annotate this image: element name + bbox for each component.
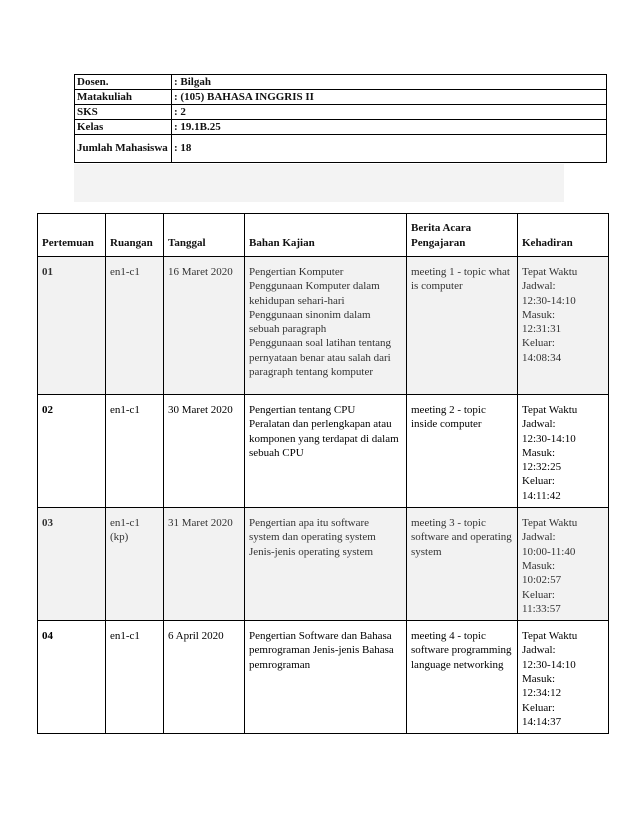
table-row xyxy=(38,508,609,621)
kehadiran-line: Tepat Waktu xyxy=(522,517,578,530)
cell-berita-acara: meeting 1 - topic what is computer xyxy=(407,257,518,395)
cell-ruangan: en1-c1 (kp) xyxy=(106,508,164,621)
cell-kehadiran xyxy=(518,395,609,508)
kehadiran-line: Keluar: xyxy=(522,588,555,601)
cell-kehadiran xyxy=(518,257,609,395)
cell-pertemuan: 04 xyxy=(38,621,106,734)
kehadiran-line: 12:30-14:10 xyxy=(522,294,576,307)
kehadiran-line: 12:34:12 xyxy=(522,687,562,700)
col-header-bahan-kajian: Bahan Kajian xyxy=(245,214,407,257)
bahan-line: Pengertian tentang CPU xyxy=(249,404,356,416)
course-info-table xyxy=(74,74,607,163)
info-row-dosen xyxy=(75,75,607,90)
kehadiran-line: 14:11:42 xyxy=(522,489,561,502)
bahan-line: Jenis-jenis operating system xyxy=(249,545,374,558)
bahan-line: Pengertian apa itu software system dan operating system xyxy=(249,517,376,544)
col-header-berita-acara: Berita Acara Pengajaran xyxy=(407,214,518,257)
kehadiran-line: Jadwal: xyxy=(522,644,556,657)
cell-ruangan: en1-c1 xyxy=(106,621,164,734)
kehadiran-line: 10:02:57 xyxy=(522,574,562,587)
cell-bahan-kajian xyxy=(245,257,407,395)
col-header-ruangan: Ruangan xyxy=(106,214,164,257)
info-row-jumlah xyxy=(75,135,607,163)
kehadiran-line: Tepat Waktu xyxy=(522,630,578,643)
bahan-line: Penggunaan Komputer dalam kehidupan sehari-hari xyxy=(249,280,380,307)
table-header-row xyxy=(38,214,609,257)
cell-ruangan: en1-c1 xyxy=(106,257,164,395)
col-header-kehadiran: Kehadiran xyxy=(518,214,609,257)
cell-pertemuan: 01 xyxy=(38,257,106,395)
kehadiran-line: 12:32:25 xyxy=(522,461,562,474)
kehadiran-line: Keluar: xyxy=(522,475,555,488)
kehadiran-line: 12:31:31 xyxy=(522,323,562,336)
kehadiran-line: Masuk: xyxy=(522,673,555,686)
bahan-line: Penggunaan soal latihan tentang pernyataan benar atau salah dari paragraph tentang komputer xyxy=(249,337,392,379)
info-label: Dosen. xyxy=(75,75,172,90)
col-header-tanggal: Tanggal xyxy=(164,214,245,257)
kehadiran-line: 12:30-14:10 xyxy=(522,658,576,671)
cell-pertemuan: 03 xyxy=(38,508,106,621)
cell-tanggal: 6 April 2020 xyxy=(164,621,245,734)
cell-bahan-kajian xyxy=(245,395,407,508)
kehadiran-line: 12:30-14:10 xyxy=(522,432,576,445)
cell-berita-acara: meeting 2 - topic inside computer xyxy=(407,395,518,508)
kehadiran-line: Jadwal: xyxy=(522,531,556,544)
bahan-line: Pengertian Komputer xyxy=(249,266,344,278)
table-row xyxy=(38,257,609,395)
bahan-line: Peralatan dan perlengkapan atau komponen yang terdapat di dalam sebuah CPU xyxy=(249,418,399,459)
kehadiran-line: 10:00-11:40 xyxy=(522,545,576,558)
cell-tanggal: 31 Maret 2020 xyxy=(164,508,245,621)
info-value: : 19.1B.25 xyxy=(172,120,607,135)
info-value: : (105) BAHASA INGGRIS II xyxy=(172,90,607,105)
info-label: SKS xyxy=(75,105,172,120)
cell-bahan-kajian xyxy=(245,508,407,621)
info-value: : 18 xyxy=(172,135,607,163)
col-header-pertemuan: Pertemuan xyxy=(38,214,106,257)
kehadiran-line: 14:08:34 xyxy=(522,351,562,364)
kehadiran-line: Keluar: xyxy=(522,701,555,714)
info-label: Jumlah Mahasiswa xyxy=(75,135,172,163)
kehadiran-line: Masuk: xyxy=(522,308,555,321)
kehadiran-line: 11:33:57 xyxy=(522,602,561,615)
cell-kehadiran xyxy=(518,621,609,734)
kehadiran-line: 14:14:37 xyxy=(522,715,562,728)
table-row xyxy=(38,395,609,508)
bahan-line: Penggunaan sinonim dalam sebuah paragraph xyxy=(249,308,371,336)
info-label: Matakuliah xyxy=(75,90,172,105)
kehadiran-line: Keluar: xyxy=(522,337,555,350)
bahan-line: Pengertian Software dan Bahasa pemrograman Jenis-jenis Bahasa pemrograman xyxy=(249,630,394,671)
info-row-kelas xyxy=(75,120,607,135)
cell-berita-acara: meeting 3 - topic software and operating system xyxy=(407,508,518,621)
info-value: : 2 xyxy=(172,105,607,120)
kehadiran-line: Jadwal: xyxy=(522,280,556,293)
cell-pertemuan: 02 xyxy=(38,395,106,508)
info-label: Kelas xyxy=(75,120,172,135)
info-row-sks xyxy=(75,105,607,120)
cell-tanggal: 30 Maret 2020 xyxy=(164,395,245,508)
info-value: : Bilgah xyxy=(172,75,607,90)
cell-ruangan: en1-c1 xyxy=(106,395,164,508)
gray-band xyxy=(74,164,564,202)
info-row-matakuliah xyxy=(75,90,607,105)
cell-bahan-kajian xyxy=(245,621,407,734)
table-row xyxy=(38,621,609,734)
kehadiran-line: Masuk: xyxy=(522,559,555,572)
cell-berita-acara: meeting 4 - topic software programming language networking xyxy=(407,621,518,734)
cell-tanggal: 16 Maret 2020 xyxy=(164,257,245,395)
kehadiran-line: Jadwal: xyxy=(522,418,556,431)
kehadiran-line: Tepat Waktu xyxy=(522,266,578,278)
cell-kehadiran xyxy=(518,508,609,621)
kehadiran-line: Tepat Waktu xyxy=(522,404,578,416)
kehadiran-line: Masuk: xyxy=(522,446,555,459)
attendance-table xyxy=(37,213,609,734)
